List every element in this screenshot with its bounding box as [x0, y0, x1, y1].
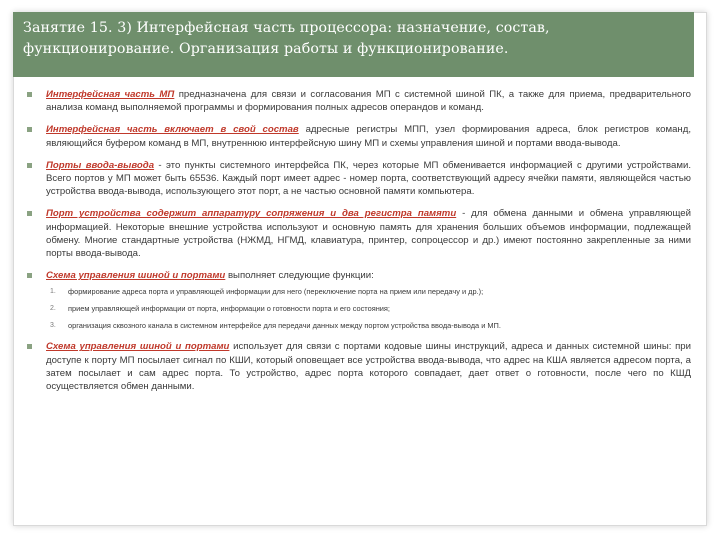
title-bar: [13, 12, 694, 77]
list-item: [27, 340, 691, 393]
highlight-term: Схема управления шиной и портами: [46, 341, 230, 353]
list-item: [27, 88, 691, 114]
sub-list-item: [46, 303, 691, 314]
sub-item-text: организация сквозного канала в системном интерфейсе для передачи данных между портом устройства ввода-вывода и МП.: [68, 321, 501, 331]
highlight-term: Интерфейсная часть включает в свой состав: [46, 124, 299, 136]
sub-list: [46, 286, 691, 331]
highlight-term: Порты ввода-вывода: [46, 159, 155, 171]
list-item: [27, 123, 691, 149]
highlight-term: Интерфейсная часть МП: [46, 89, 175, 100]
bullet-icon: [27, 273, 32, 278]
item-text: предназначена для связи и согласования МП с системной шиной ПК, а также для приема, предварительного анализа команд выполняемой программы и формирования полных адресов операндов и команд.: [46, 89, 692, 114]
sub-item-number: 2.: [50, 305, 56, 313]
bullet-icon: [27, 127, 32, 132]
list-item: [27, 159, 691, 199]
list-item: [27, 269, 691, 331]
slide-content: [27, 88, 691, 402]
item-text: выполняет следующие функции:: [225, 270, 374, 282]
bullet-icon: [27, 163, 32, 168]
slide-title: Занятие 15. 3) Интерфейсная часть процессора: назначение, состав, функционирование. Организация работы и функционирование.: [23, 20, 550, 57]
bullet-icon: [27, 92, 32, 97]
sub-item-number: 3.: [50, 322, 56, 330]
sub-item-number: 1.: [50, 288, 56, 296]
sub-item-text: прием управляющей информации от порта, информации о готовности порта и его состояния;: [68, 304, 390, 314]
item-text: - это пункты системного интерфейса ПК, через которые МП обменивается информацией с другими устройствами. Всего портов у МП может быть 65536. Каждый порт имеет адрес - номер порта, соответствующий адресу ячейки памяти, являющейся частью устройства ввода-вывода, использующего этот порт, а не частью основной памяти компьютера.: [46, 159, 691, 198]
item-text: использует для связи с портами кодовые шины инструкций, адреса и данных системной шины: при доступе к порту МП посылает сигнал по КШИ, который оповещает все устройства ввода-вывода, что адрес на КША является адресом порта, а затем посылает и сам адрес порта. То устройство, адрес порта которого совпадает, дает ответ о готовности, после чего по КШД осуществляется обмен данными.: [46, 341, 691, 393]
list-item: [27, 207, 691, 260]
item-text: - для обмена данными и обмена управляющей информацией. Некоторые внешние устройства используют и основную память для хранения больших объемов информации, подлежащей обмену. Многие стандартные устройства (НЖМД, НГМД, клавиатура, принтер, сопроцессор и др.) имеют постоянно закрепленные за ними порты ввода-вывода.: [46, 208, 691, 260]
highlight-term: Схема управления шиной и портами: [46, 270, 226, 282]
highlight-term: Порт устройства содержит аппаратуру сопряжения и два регистра памяти: [46, 208, 457, 220]
sub-list-item: [46, 286, 691, 297]
sub-list-item: [46, 320, 691, 331]
item-text: адресные регистры МПП, узел формирования адреса, блок регистров команд, являющийся буфером команд в МП, внутреннюю интерфейсную шину МП и схемы управления шиной и портами ввода-вывода.: [46, 124, 691, 149]
bullet-icon: [27, 211, 32, 216]
sub-item-text: формирование адреса порта и управляющей информации для него (переключение порта на прием или передачу и др.);: [68, 287, 484, 297]
bullet-icon: [27, 344, 32, 349]
